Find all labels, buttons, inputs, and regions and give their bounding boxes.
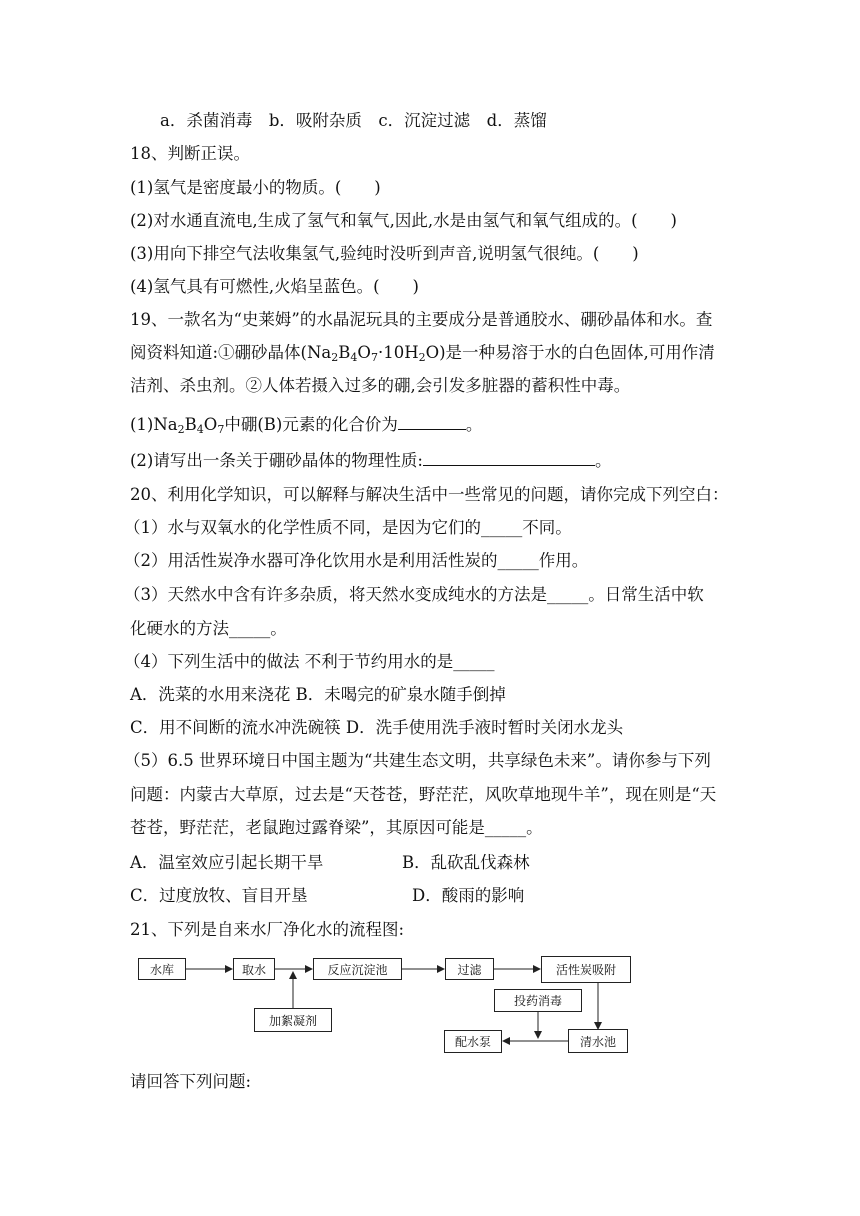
q20-part-4: （4）下列生活中的做法 不利于节约用水的是_____ bbox=[124, 652, 495, 671]
q18-item-2: (2)对水通直流电,生成了氢气和氧气,因此,水是由氢气和氧气组成的。( ) bbox=[130, 211, 677, 230]
flow-box-coagulant: 加絮凝剂 bbox=[254, 1008, 332, 1032]
flow-box-intake: 取水 bbox=[233, 958, 275, 980]
q20-part-3a: （3）天然水中含有许多杂质，将天然水变成纯水的方法是_____。日常生活中软 bbox=[124, 585, 704, 604]
q20-intro: 20、利用化学知识，可以解释与解决生活中一些常见的问题，请你完成下列空白： bbox=[130, 485, 729, 504]
q20-part-5b: 问题：内蒙古大草原，过去是“天苍苍，野茫茫，风吹草地现牛羊”，现在则是“天 bbox=[130, 785, 717, 804]
q20-part-3b: 化硬水的方法_____。 bbox=[130, 619, 287, 638]
q20-option-c: C．过度放牧、盲目开垦 bbox=[130, 886, 308, 905]
q18-item-1: (1)氢气是密度最小的物质。( ) bbox=[130, 178, 381, 197]
q20-part-5c: 苍苍，野茫茫，老鼠跑过露脊梁”，其原因可能是_____。 bbox=[130, 818, 543, 837]
flow-box-clear-water-tank: 清水池 bbox=[568, 1029, 628, 1053]
q20-option-a: A．温室效应引起长期干旱 bbox=[130, 853, 324, 872]
q20-option-d: D．酸雨的影响 bbox=[412, 886, 525, 905]
q18-title: 18、判断正误。 bbox=[130, 144, 250, 163]
flow-box-activated-carbon: 活性炭吸附 bbox=[541, 956, 631, 983]
q19-question-2: (2)请写出一条关于硼砂晶体的物理性质: 。 bbox=[130, 451, 612, 470]
flow-box-reservoir: 水库 bbox=[138, 958, 186, 980]
q18-item-4: (4)氢气具有可燃性,火焰呈蓝色。( ) bbox=[130, 277, 419, 296]
q19-question-1: $(1)Na_2B_4O_7$中硼(B)元素的化合价为 。 bbox=[130, 415, 483, 436]
q20-part-2: （2）用活性炭净水器可净化饮用水是利用活性炭的_____作用。 bbox=[124, 551, 589, 570]
flow-box-distribution-pump: 配水泵 bbox=[444, 1030, 502, 1053]
q20-part-4-options-ab: A．洗菜的水用来浇花 B．未喝完的矿泉水随手倒掉 bbox=[130, 685, 506, 704]
q20-part-5a: （5）6.5 世界环境日中国主题为“共建生态文明，共享绿色未来”。请你参与下列 bbox=[124, 751, 711, 770]
flow-box-filtration: 过滤 bbox=[445, 958, 494, 980]
q18-item-3: (3)用向下排空气法收集氢气,验纯时没听到声音,说明氢气很纯。( ) bbox=[130, 244, 639, 263]
q19-line-1: 19、一款名为“史莱姆”的水晶泥玩具的主要成分是普通胶水、硼砂晶体和水。查 bbox=[130, 310, 713, 329]
q19-line-3: 洁剂、杀虫剂。②人体若摄入过多的硼,会引发多脏器的蓄积性中毒。 bbox=[130, 376, 631, 395]
flow-box-reaction-tank: 反应沉淀池 bbox=[313, 958, 402, 980]
q21-footer: 请回答下列问题: bbox=[130, 1072, 252, 1091]
q20-part-1: （1）水与双氧水的化学性质不同，是因为它们的_____不同。 bbox=[124, 518, 572, 537]
flow-box-disinfection: 投药消毒 bbox=[494, 989, 582, 1012]
q19-line-2: 阅资料知道:①硼砂晶体$(Na_2B_4O_7\cdot 10H_2O)$是一种易溶于水的白色固体,可用作清 bbox=[130, 343, 715, 364]
q17-options: a．杀菌消毒 b．吸附杂质 c．沉淀过滤 d．蒸馏 bbox=[160, 111, 547, 130]
q20-option-b: B．乱砍乱伐森林 bbox=[402, 853, 530, 872]
q20-part-4-options-cd: C．用不间断的流水冲洗碗筷 D．洗手使用洗手液时暂时关闭水龙头 bbox=[130, 718, 624, 737]
q21-title: 21、下列是自来水厂净化水的流程图: bbox=[130, 920, 405, 939]
